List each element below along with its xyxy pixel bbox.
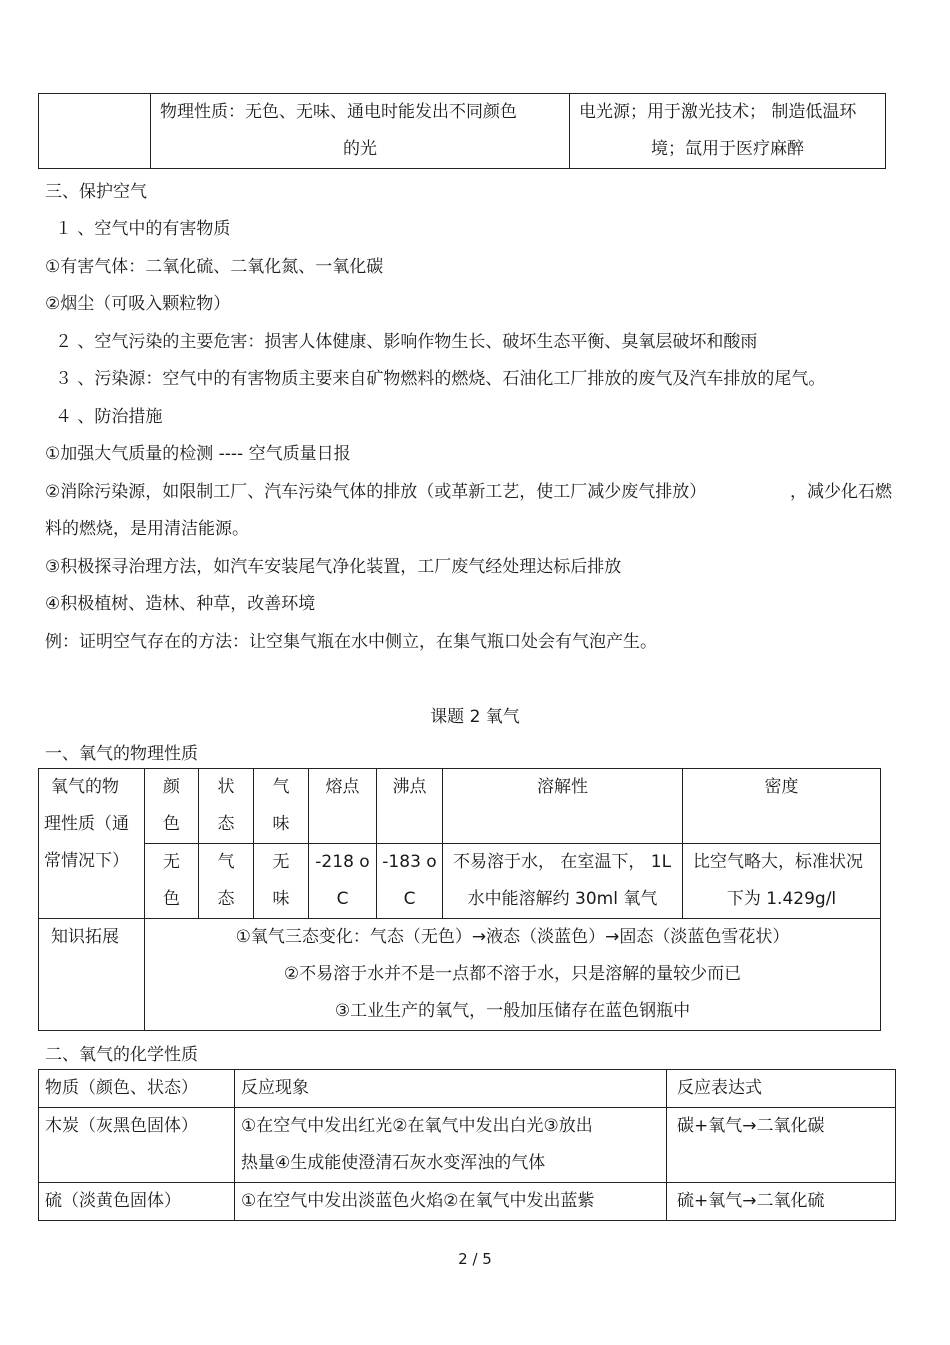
- header-smell-line-2: 味: [272, 814, 290, 834]
- top-table: [38, 93, 886, 169]
- chem-header-expression-text: 反应表达式: [677, 1078, 762, 1098]
- value-boiling-line-2: C: [403, 889, 416, 909]
- value-boiling-point: [377, 844, 443, 919]
- chem-substance-sulfur-text: 硫（淡黄色固体）: [45, 1191, 181, 1211]
- chem-substance-charcoal: [39, 1108, 235, 1183]
- page-number: 2 / 5: [458, 1250, 492, 1268]
- chem-expression-sulfur-text: 硫+氧气→二氧化硫: [677, 1191, 825, 1211]
- chem-expression-charcoal-text: 碳+氧气→二氧化碳: [677, 1116, 825, 1136]
- header-boiling-point: [377, 769, 443, 844]
- value-melting-point: [309, 844, 377, 919]
- paragraph-pollution-sources: ３ 、污染源：空气中的有害物质主要来自矿物燃料的燃烧、石油化工厂排放的废气及汽车排放的尾气。: [55, 369, 826, 389]
- chem-expression-sulfur: [667, 1183, 896, 1221]
- header-color: [145, 769, 199, 844]
- chem-substance-charcoal-text: 木炭（灰黑色固体）: [45, 1116, 198, 1136]
- value-melting-line-2: C: [336, 889, 349, 909]
- paragraph-plant-trees: ④积极植树、造林、种草，改善环境: [45, 594, 316, 614]
- value-smell: [254, 844, 309, 919]
- value-solubility-line-1: 不易溶于水， 在室温下， 1L: [453, 852, 672, 872]
- value-density: [683, 844, 881, 919]
- header-color-line-2: 色: [163, 814, 180, 834]
- section-heading-chemical-properties: 二、氧气的化学性质: [45, 1045, 198, 1065]
- paragraph-eliminate-sources-cont: 料的燃烧，是用清洁能源。: [45, 519, 249, 539]
- chem-header-expression: [667, 1070, 896, 1108]
- chem-header-phenomenon: [235, 1070, 667, 1108]
- header-density-text: 密度: [764, 777, 799, 797]
- value-smell-line-1: 无: [272, 852, 290, 872]
- chem-phenomenon-sulfur: [235, 1183, 667, 1221]
- physical-label-line-1: 氧气的物: [51, 777, 119, 797]
- value-solubility-line-2: 水中能溶解约 30ml 氧气: [467, 889, 658, 909]
- section-heading-physical-properties: 一、氧气的物理性质: [45, 744, 198, 764]
- value-solubility: [443, 844, 683, 919]
- chem-phenomenon-charcoal: [235, 1108, 667, 1183]
- paragraph-air-quality-monitoring: ①加强大气质量的检测 ---- 空气质量日报: [45, 444, 351, 464]
- physical-properties-table: [38, 768, 881, 1031]
- value-color: [145, 844, 199, 919]
- top-table-use-cell: [570, 94, 886, 169]
- chem-phenomenon-charcoal-line-2: 热量④生成能使澄清石灰水变浑浊的气体: [241, 1153, 546, 1173]
- top-table-property-cell: [151, 94, 570, 169]
- chem-phenomenon-charcoal-line-1: ①在空气中发出红光②在氧气中发出白光③放出: [241, 1116, 593, 1136]
- paragraph-pollution-harm: ２ 、空气污染的主要危害：损害人体健康、影响作物生长、破坏生态平衡、臭氧层破坏和酸雨: [55, 332, 758, 352]
- header-melting-text: 熔点: [325, 777, 360, 797]
- value-density-line-2: 下为 1.429g/l: [726, 889, 837, 909]
- paragraph-smoke-dust: ②烟尘（可吸入颗粒物）: [45, 294, 231, 314]
- value-state: [199, 844, 254, 919]
- lesson-title: 课题 2 氧气: [430, 707, 520, 727]
- paragraph-example: 例：证明空气存在的方法：让空集气瓶在水中侧立，在集气瓶口处会有气泡产生。: [45, 632, 657, 652]
- physical-label-line-2: 理性质（通: [44, 814, 129, 834]
- top-table-use-line-2: 境；氙用于医疗麻醉: [651, 139, 804, 159]
- extension-content-cell: [145, 919, 881, 1031]
- paragraph-eliminate-sources-tail: ，减少化石燃: [790, 482, 892, 502]
- chem-phenomenon-sulfur-line-1: ①在空气中发出淡蓝色火焰②在氧气中发出蓝紫: [241, 1191, 595, 1211]
- top-table-empty-cell: [39, 94, 151, 169]
- section-heading-protect-air: 三、保护空气: [45, 182, 147, 202]
- value-boiling-line-1: -183 o: [382, 852, 437, 872]
- header-color-line-1: 颜: [163, 777, 180, 797]
- chemical-properties-table: [38, 1069, 896, 1221]
- value-state-line-2: 态: [217, 889, 235, 909]
- physical-label-line-3: 常情况下）: [44, 851, 129, 871]
- table-row: [39, 1183, 896, 1221]
- header-melting-point: [309, 769, 377, 844]
- chem-header-substance: [39, 1070, 235, 1108]
- paragraph-harmful-substances: １ 、空气中的有害物质: [55, 219, 231, 239]
- paragraph-eliminate-sources: ②消除污染源，如限制工厂、汽车污染气体的排放（或革新工艺，使工厂减少废气排放）: [45, 482, 707, 502]
- extension-label-cell: [39, 919, 145, 1031]
- extension-line-1: ①氧气三态变化：气态（无色）→液态（淡蓝色）→固态（淡蓝色雪花状）: [235, 927, 790, 947]
- header-smell-line-1: 气: [272, 777, 290, 797]
- chem-expression-charcoal: [667, 1108, 896, 1183]
- header-state-line-2: 态: [217, 814, 235, 834]
- top-table-use-line-1: 电光源；用于激光技术； 制造低温环: [579, 102, 857, 122]
- paragraph-treatment-methods: ③积极探寻治理方法，如汽车安装尾气净化装置，工厂废气经处理达标后排放: [45, 557, 622, 577]
- extension-label: 知识拓展: [51, 927, 119, 947]
- header-state: [199, 769, 254, 844]
- header-boiling-text: 沸点: [392, 777, 427, 797]
- header-state-line-1: 状: [217, 777, 235, 797]
- chem-header-substance-text: 物质（颜色、状态）: [45, 1078, 198, 1098]
- value-melting-line-1: -218 o: [315, 852, 370, 872]
- top-table-property-line-1: 物理性质：无色、无味、通电时能发出不同颜色: [160, 102, 517, 122]
- value-smell-line-2: 味: [272, 889, 290, 909]
- chem-header-phenomenon-text: 反应现象: [241, 1078, 309, 1098]
- paragraph-harmful-gases: ①有害气体：二氧化硫、二氧化氮、一氧化碳: [45, 257, 384, 277]
- value-density-line-1: 比空气略大，标准状况: [693, 852, 863, 872]
- header-smell: [254, 769, 309, 844]
- table-row: [39, 1108, 896, 1183]
- value-state-line-1: 气: [217, 852, 235, 872]
- value-color-line-2: 色: [163, 889, 180, 909]
- chem-substance-sulfur: [39, 1183, 235, 1221]
- header-solubility: [443, 769, 683, 844]
- paragraph-prevention: ４ 、防治措施: [55, 407, 163, 427]
- top-table-property-line-2: 的光: [343, 139, 377, 159]
- header-density: [683, 769, 881, 844]
- extension-line-2: ②不易溶于水并不是一点都不溶于水，只是溶解的量较少而已: [283, 964, 742, 984]
- header-solubility-text: 溶解性: [537, 777, 588, 797]
- value-color-line-1: 无: [163, 852, 180, 872]
- extension-line-3: ③工业生产的氧气，一般加压储存在蓝色钢瓶中: [334, 1001, 691, 1021]
- physical-properties-label-cell: [39, 769, 145, 919]
